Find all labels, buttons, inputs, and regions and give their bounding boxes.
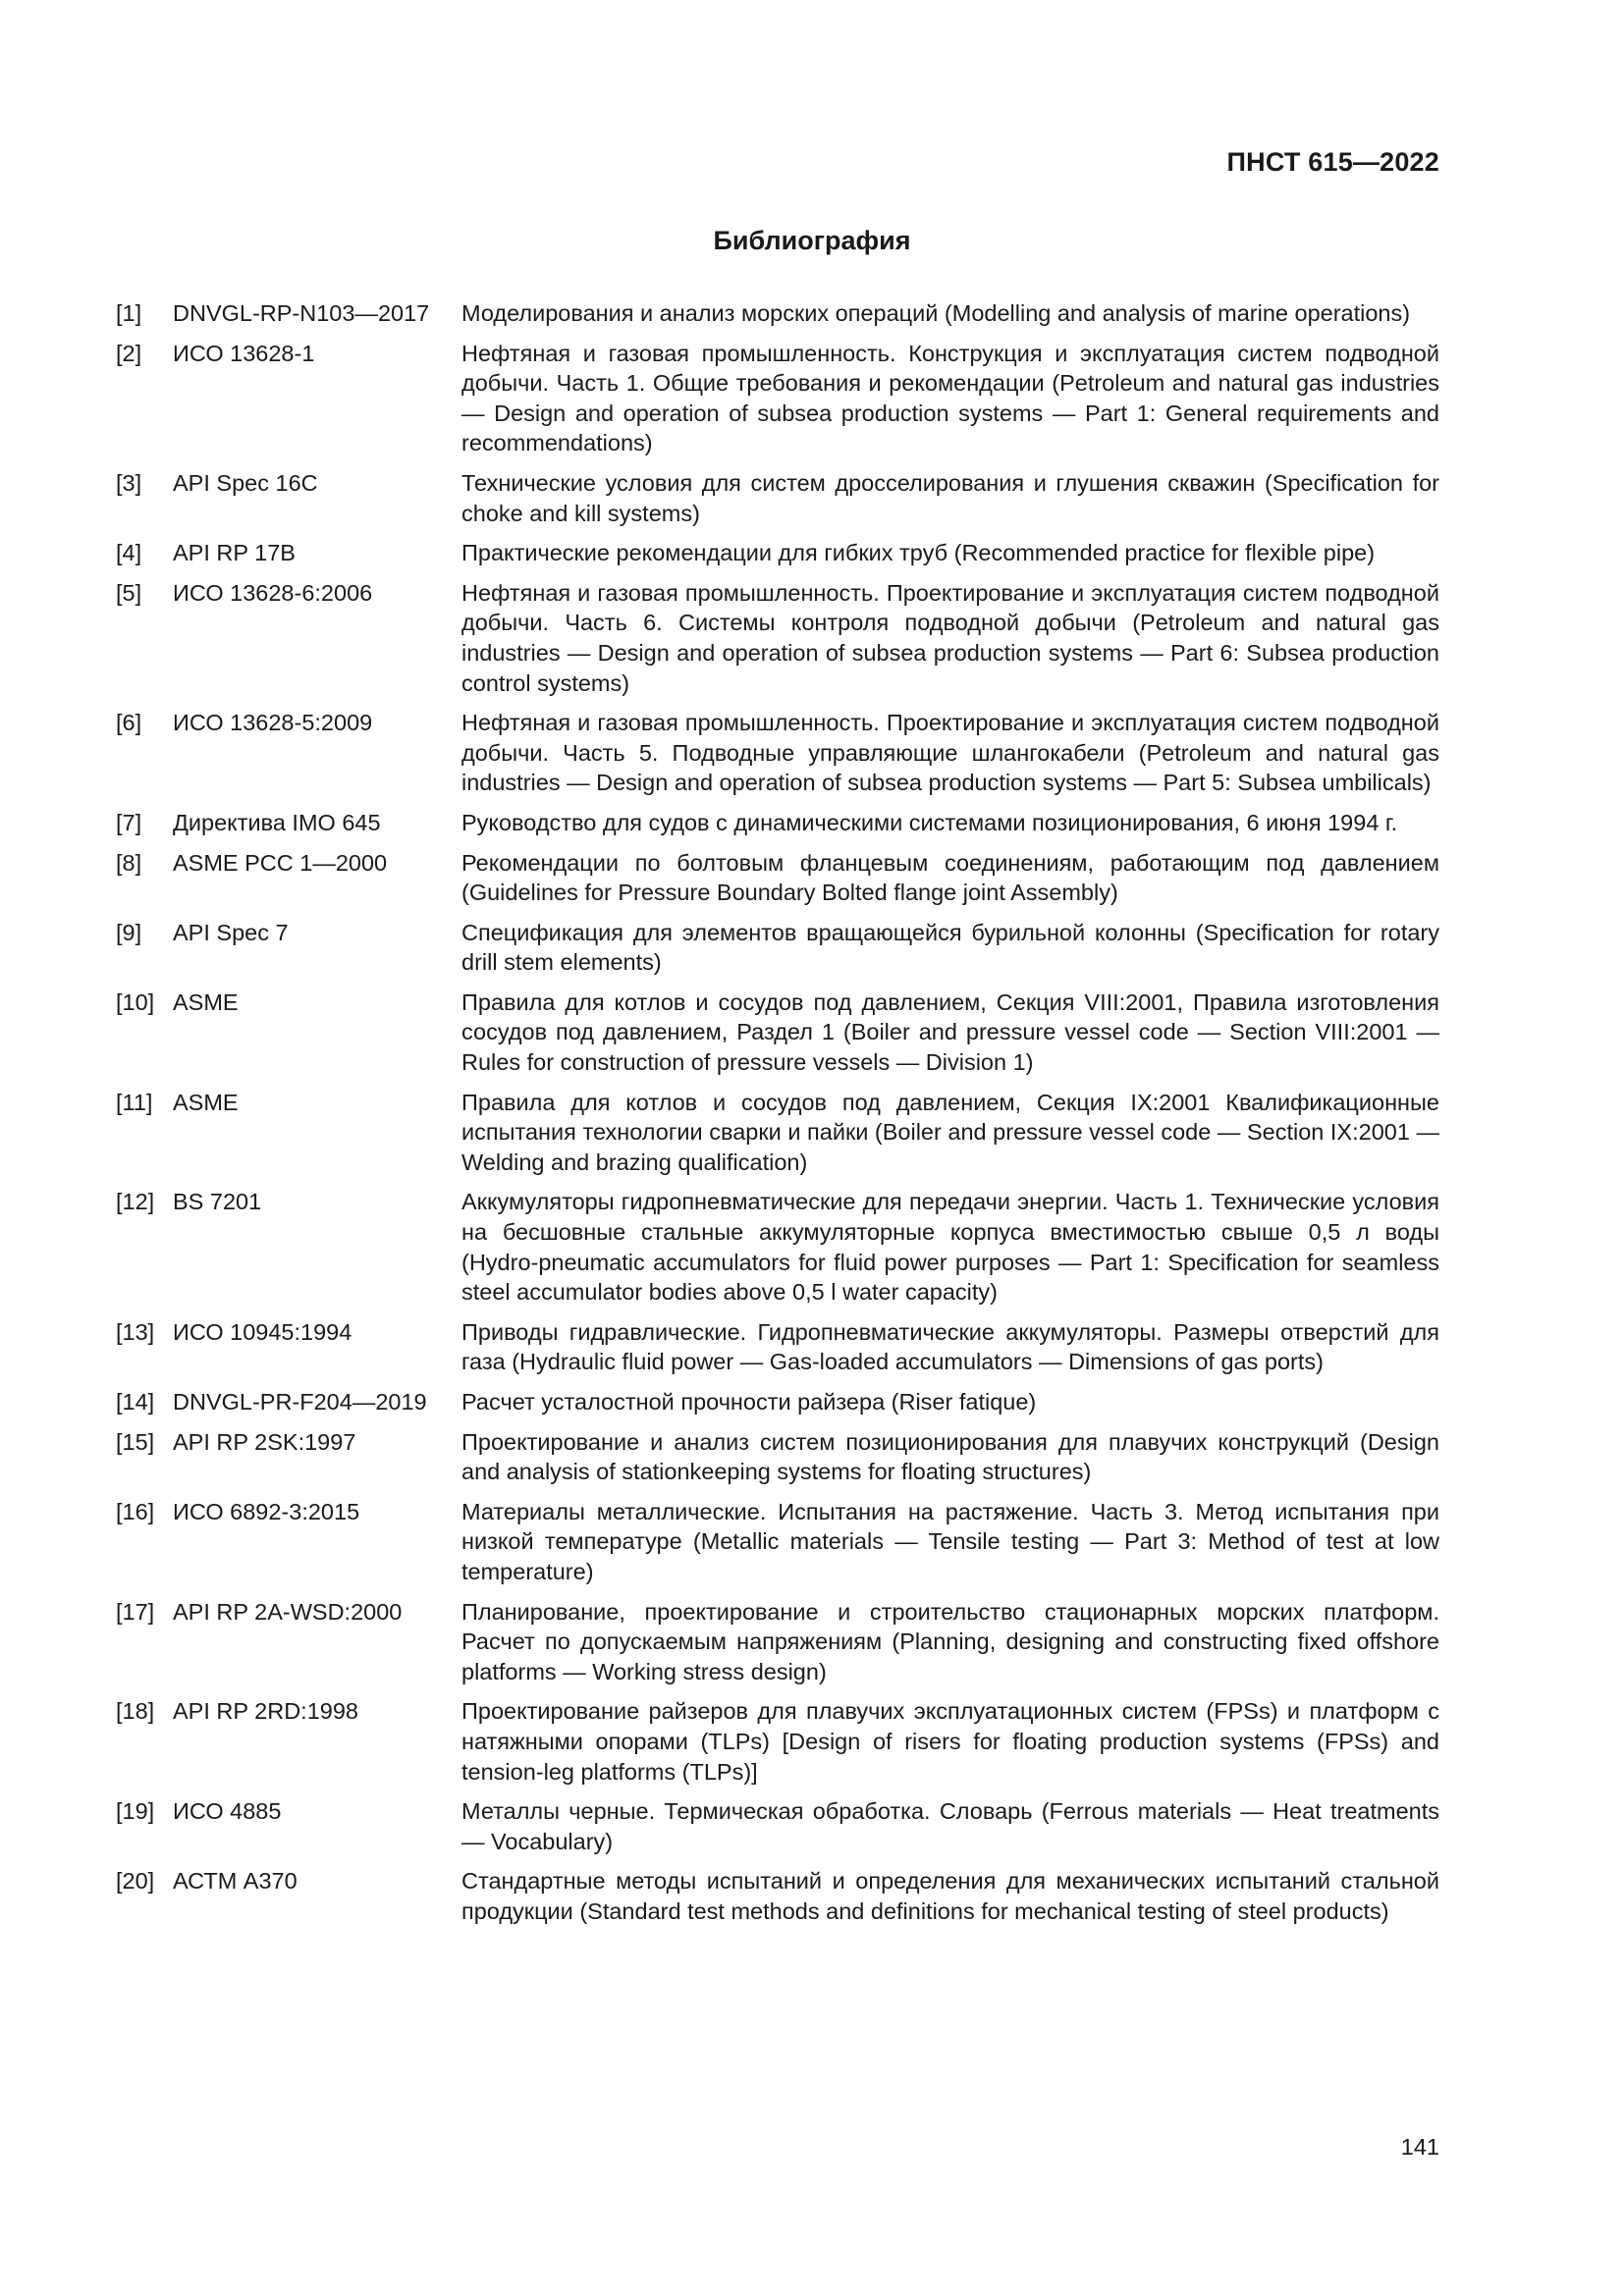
entry-number: [19] [116,1798,155,1825]
entry-text: Спецификация для элементов вращающейся бурильной колонны (Specification for rotary drill stem elements) [461,919,1439,976]
bibliography-entry [116,339,1439,458]
entry-reference: ASME [173,988,239,1015]
bibliography-entry [116,1497,1439,1587]
entry-reference: ASME PCC 1—2000 [173,849,388,876]
bibliography-entry [116,1866,1439,1926]
bibliography-entry [116,1187,1439,1307]
entry-number: [4] [116,540,142,566]
bibliography-entry [116,1317,1439,1377]
entry-text: Правила для котлов и сосудов под давлением, Секция VIII:2001, Правила изготовления сосудов под давлением, Раздел 1 (Boiler and pressure vessel code — Section VIII:2001 — Rules for construction of pressure vessels — Division 1) [461,988,1439,1076]
entry-number: [1] [116,300,142,326]
entry-number: [6] [116,710,142,736]
entry-reference: ИСО 4885 [173,1798,282,1825]
entry-number: [2] [116,340,142,366]
document-code: ПНСТ 615—2022 [1226,147,1439,177]
entry-reference: API Spec 16C [173,469,318,496]
entry-reference: API Spec 7 [173,919,289,945]
bibliography-entry [116,468,1439,528]
entry-reference: DNVGL-RP-N103—2017 [173,300,430,326]
entry-reference: ASME [173,1089,239,1115]
entry-reference: API RP 2A-WSD:2000 [173,1598,403,1625]
bibliography-entry [116,988,1439,1078]
bibliography-entry [116,1597,1439,1687]
entry-text: Нефтяная и газовая промышленность. Конструкция и эксплуатация систем подводной добычи. Часть 1. Общие требования и рекомендации (Petroleum and natural gas industries — Design and operation of subsea production systems — Part 1: General requirements and recommendations) [461,340,1439,456]
entry-text: Технические условия для систем дросселирования и глушения скважин (Specification for choke and kill systems) [461,469,1439,526]
entry-reference: ИСО 10945:1994 [173,1318,352,1345]
entry-reference: API RP 17B [173,540,296,566]
entry-reference: Директива IMO 645 [173,809,381,835]
entry-reference: ИСО 6892-3:2015 [173,1498,360,1524]
entry-reference: BS 7201 [173,1189,262,1215]
entry-text: Нефтяная и газовая промышленность. Проектирование и эксплуатация систем подводной добычи. Часть 6. Системы контроля подводной добычи (Petroleum and natural gas industries — Design and operation of subsea production systems — Part 6: Subsea production control systems) [461,579,1439,696]
page-number: 141 [1400,2134,1439,2160]
page-title: Библиография [713,226,911,255]
entry-text: Аккумуляторы гидропневматические для передачи энергии. Часть 1. Технические условия на бесшовные стальные аккумуляторные корпуса вместимостью свыше 0,5 л воды (Hydro-pneumatic accumulators for fluid power purposes — Part 1: Specification for seamless steel accumulator bodies above 0,5 l water capacity) [461,1189,1439,1306]
entry-text: Руководство для судов с динамическими системами позиционирования, 6 июня 1994 г. [461,809,1398,835]
entry-text: Практические рекомендации для гибких труб (Recommended practice for flexible pipe) [461,540,1376,566]
entry-text: Материалы металлические. Испытания на растяжение. Часть 3. Метод испытания при низкой температуре (Metallic materials — Tensile testing — Part 3: Method of test at low temperature) [461,1498,1439,1584]
bibliography-entry [116,298,1439,329]
bibliography-entry [116,578,1439,698]
bibliography-entry [116,918,1439,978]
bibliography-entry [116,1796,1439,1856]
entry-number: [8] [116,849,142,876]
entry-text: Моделирования и анализ морских операций (Modelling and analysis of marine operations) [461,300,1411,326]
bibliography-entry [116,1696,1439,1787]
entry-text: Приводы гидравлические. Гидропневматические аккумуляторы. Размеры отверстий для газа (Hydraulic fluid power — Gas-loaded accumulators — Dimensions of gas ports) [461,1318,1439,1375]
bibliography-entry [116,1088,1439,1178]
entry-text: Проектирование райзеров для плавучих эксплуатационных систем (FPSs) и платформ с натяжными опорами (TLPs) [Design of risers for floating production systems (FPSs) and tension-leg platforms (TLPs)] [461,1698,1439,1785]
entry-number: [12] [116,1189,155,1215]
entry-reference: ИСО 13628-5:2009 [173,710,373,736]
entry-number: [16] [116,1498,155,1524]
bibliography-entry [116,808,1439,838]
entry-text: Нефтяная и газовая промышленность. Проектирование и эксплуатация систем подводной добычи. Часть 5. Подводные управляющие шлангокабели (Petroleum and natural gas industries — Design and operation of subsea production systems — Part 5: Subsea umbilicals) [461,710,1439,796]
bibliography-entry [116,1387,1439,1417]
entry-text: Правила для котлов и сосудов под давлением, Секция IX:2001 Квалификационные испытания технологии сварки и пайки (Boiler and pressure vessel code — Section IX:2001 — Welding and brazing qualification) [461,1089,1439,1175]
entry-number: [13] [116,1318,155,1345]
bibliography-entry [116,1427,1439,1487]
entry-number: [7] [116,809,142,835]
entry-number: [15] [116,1428,155,1455]
bibliography-entry [116,538,1439,568]
entry-number: [17] [116,1598,155,1625]
bibliography-list [116,298,1439,1937]
entry-number: [20] [116,1868,155,1895]
entry-reference: ИСО 13628-6:2006 [173,579,373,606]
entry-number: [3] [116,469,142,496]
entry-text: Рекомендации по болтовым фланцевым соединениям, работающим под давлением (Guidelines for Pressure Boundary Bolted flange joint Assembly) [461,849,1439,906]
entry-number: [14] [116,1389,155,1415]
entry-reference: API RP 2RD:1998 [173,1698,358,1725]
entry-reference: DNVGL-PR-F204—2019 [173,1389,427,1415]
entry-reference: API RP 2SK:1997 [173,1428,356,1455]
entry-number: [5] [116,579,142,606]
entry-number: [9] [116,919,142,945]
entry-reference: ИСО 13628-1 [173,340,315,366]
bibliography-entry [116,848,1439,908]
entry-reference: АСТМ А370 [173,1868,298,1895]
entry-number: [11] [116,1089,153,1115]
entry-text: Расчет усталостной прочности райзера (Riser fatique) [461,1389,1037,1415]
entry-text: Стандартные методы испытаний и определения для механических испытаний стальной продукции (Standard test methods and definitions for mechanical testing of steel products) [461,1868,1439,1924]
entry-number: [10] [116,988,155,1015]
entry-text: Планирование, проектирование и строительство стационарных морских платформ. Расчет по допускаемым напряжениям (Planning, designing and constructing fixed offshore platforms — Working stress design) [461,1598,1439,1684]
entry-text: Металлы черные. Термическая обработка. Словарь (Ferrous materials — Heat treatments — Vocabulary) [461,1798,1439,1854]
entry-text: Проектирование и анализ систем позиционирования для плавучих конструкций (Design and analysis of stationkeeping systems for floating structures) [461,1428,1439,1485]
bibliography-entry [116,708,1439,798]
entry-number: [18] [116,1698,155,1725]
